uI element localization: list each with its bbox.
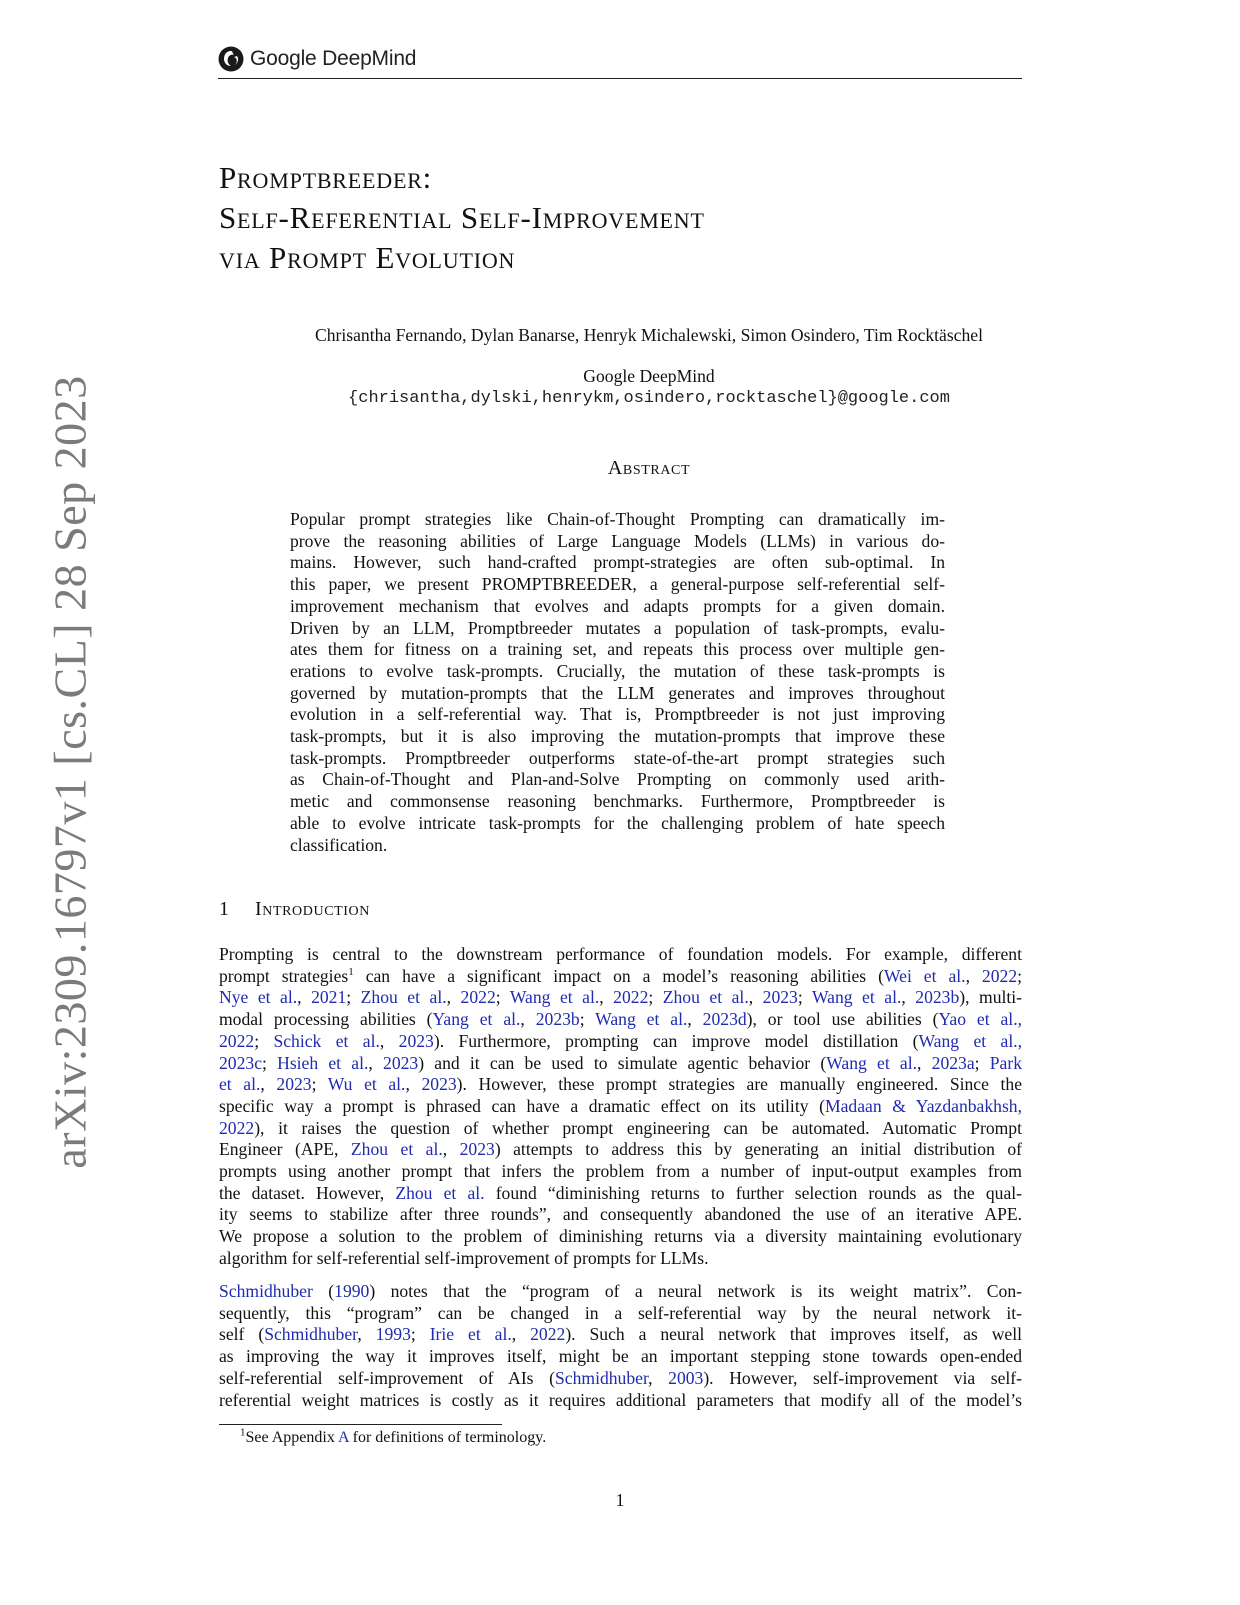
- section-title: Introduction: [255, 898, 370, 920]
- citation-link[interactable]: 2022: [981, 965, 1018, 986]
- citation-link[interactable]: Zhou et al.: [350, 1139, 443, 1160]
- citation-link[interactable]: Irie et al.: [429, 1324, 512, 1345]
- text-line: et al., 2023; Wu et al., 2023). However, these prompt strategies are manually engineered. Since the: [219, 1074, 1023, 1095]
- citation-link[interactable]: 2023b: [915, 987, 960, 1008]
- abstract-line: mains. However, such hand-crafted prompt-strategies are often sub-optimal. In: [290, 552, 945, 573]
- citation-link[interactable]: 2021: [311, 987, 347, 1008]
- text-line: referential weight matrices is costly as it requires additional parameters that modify all of the model’s: [219, 1389, 1022, 1410]
- citation-link[interactable]: et al.: [219, 1074, 261, 1095]
- citation-link[interactable]: 2023: [459, 1139, 495, 1160]
- citation-link[interactable]: 2023: [421, 1074, 457, 1095]
- citation-link[interactable]: 1993: [375, 1324, 411, 1345]
- citation-link[interactable]: 2023: [276, 1074, 312, 1095]
- appendix-link[interactable]: A: [337, 1429, 349, 1446]
- paper-title: [219, 158, 705, 278]
- text-line: specific way a prompt is phrased can have a dramatic effect on its utility (Madaan & Yazdanbakhsh,: [219, 1095, 1023, 1116]
- abstract-line: able to evolve intricate task-prompts for the challenging problem of hate speech: [290, 812, 945, 833]
- citation-link[interactable]: 2023: [762, 987, 798, 1008]
- abstract-line: classification.: [290, 834, 388, 855]
- text-line: the dataset. However, Zhou et al. found “diminishing returns to further selection rounds as the qual-: [219, 1182, 1022, 1203]
- text-line: modal processing abilities (Yang et al., 2023b; Wang et al., 2023d), or tool use abilities (Yao et al.,: [219, 1009, 1022, 1030]
- citation-link[interactable]: Schmidhuber: [264, 1324, 358, 1345]
- text-line: sequently, this “program” can be changed in a self-referential way by the neural network it-: [219, 1302, 1022, 1323]
- citation-link[interactable]: Nye et al.: [219, 987, 298, 1008]
- title-line: Promptbreeder:: [219, 160, 433, 195]
- citation-link[interactable]: Zhou et al.: [395, 1182, 485, 1203]
- text-line: self-referential self-improvement of AIs (Schmidhuber, 2003). However, self-improvement via self-: [219, 1367, 1023, 1388]
- text-line: 2022), it raises the question of whether prompt engineering can be automated. Automatic Prompt: [219, 1117, 1022, 1138]
- citation-link[interactable]: 2023b: [535, 1009, 580, 1030]
- abstract-line: governed by mutation-prompts that the LLM generates and improves throughout: [290, 682, 945, 703]
- citation-link[interactable]: 2023d: [702, 1009, 747, 1030]
- deepmind-logo-icon: [218, 46, 244, 72]
- text-line: ity seems to stabilize after three rounds”, and consequently abandoned the use of an iterative APE.: [219, 1204, 1022, 1225]
- citation-link[interactable]: Wang et al.,: [918, 1030, 1023, 1051]
- header-logo: [218, 46, 416, 72]
- citation-link[interactable]: 2022: [460, 987, 496, 1008]
- citation-link[interactable]: 2022: [219, 1030, 255, 1051]
- footnote-rule: [219, 1424, 502, 1425]
- abstract-line: task-prompts. Promptbreeder outperforms state-of-the-art prompt strategies such: [290, 747, 945, 768]
- citation-link[interactable]: Wang et al.: [811, 987, 902, 1008]
- citation-link[interactable]: Hsieh et al.: [277, 1052, 369, 1073]
- text-line: prompts using another prompt that infers the problem from a number of input-output examples from: [219, 1161, 1022, 1182]
- citation-link[interactable]: Yang et al.: [432, 1009, 521, 1030]
- text-line: Nye et al., 2021; Zhou et al., 2022; Wang et al., 2022; Zhou et al., 2023; Wang et al., 2023b), multi-: [219, 987, 1023, 1008]
- abstract-line: task-prompts, but it is also improving the mutation-prompts that improve these: [290, 726, 945, 747]
- text-line: Prompting is central to the downstream performance of foundation models. For example, different: [219, 944, 1022, 964]
- text-line: as improving the way it improves itself, might be an important stepping stone towards open-ended: [219, 1346, 1022, 1367]
- abstract-line: improvement mechanism that evolves and adapts prompts for a given domain.: [290, 595, 945, 616]
- citation-link[interactable]: 2023: [383, 1052, 419, 1073]
- citation-link[interactable]: 2022: [613, 987, 649, 1008]
- citation-link[interactable]: 1990: [334, 1281, 370, 1301]
- abstract-line: evolution in a self-referential way. That is, Promptbreeder is not just improving: [290, 704, 945, 725]
- citation-link[interactable]: Zhou et al.: [662, 987, 749, 1008]
- citation-link[interactable]: Wang et al.: [595, 1009, 688, 1030]
- text-line: Schmidhuber (1990) notes that the “program of a neural network is its weight matrix”. Con-: [219, 1281, 1022, 1301]
- footnote-marker[interactable]: 1: [348, 965, 354, 978]
- citation-link[interactable]: 2023: [398, 1030, 434, 1051]
- citation-link[interactable]: Zhou et al.: [360, 987, 447, 1008]
- abstract-line: as Chain-of-Thought and Plan-and-Solve Prompting on commonly used arith-: [290, 769, 945, 790]
- abstract-line: Driven by an LLM, Promptbreeder mutates a population of task-prompts, evalu-: [290, 617, 945, 638]
- citation-link[interactable]: Schmidhuber: [219, 1281, 313, 1301]
- citation-link[interactable]: Schmidhuber: [555, 1367, 649, 1388]
- text-line: self (Schmidhuber, 1993; Irie et al., 2022). Such a neural network that improves itself, as well: [219, 1324, 1022, 1345]
- logo-text: Google DeepMind: [250, 47, 417, 70]
- author-emails: {chrisantha,dylski,henrykm,osindero,rocktaschel}@google.com: [348, 389, 950, 408]
- text-line: algorithm for self-referential self-improvement of prompts for LLMs.: [219, 1247, 709, 1268]
- section-number: 1: [219, 898, 230, 920]
- abstract-heading: Abstract: [607, 457, 691, 479]
- arxiv-identifier: arXiv:2309.16797v1 [cs.CL] 28 Sep 2023: [44, 375, 96, 1169]
- intro-paragraph-2: [219, 1281, 1022, 1411]
- citation-link[interactable]: Yao et al.,: [938, 1009, 1022, 1030]
- citation-link[interactable]: 2022: [530, 1324, 566, 1345]
- text-line: Engineer (APE, Zhou et al., 2023) attempts to address this by generating an initial distribution of: [219, 1139, 1023, 1160]
- citation-link[interactable]: Wang et al.: [509, 987, 600, 1008]
- page-number: 1: [615, 1490, 625, 1510]
- affiliation: Google DeepMind: [583, 366, 715, 386]
- abstract-line: metic and commonsense reasoning benchmarks. Furthermore, Promptbreeder is: [290, 791, 945, 812]
- citation-link[interactable]: Schick et al.: [273, 1030, 380, 1051]
- abstract-line: erations to evolve task-prompts. Crucially, the mutation of these task-prompts is: [290, 660, 945, 681]
- footnote-number: 1: [240, 1426, 246, 1439]
- citation-link[interactable]: Wang et al.: [826, 1052, 918, 1073]
- citation-link[interactable]: 2022: [219, 1117, 255, 1138]
- author-list: Chrisantha Fernando, Dylan Banarse, Henryk Michalewski, Simon Osindero, Tim Rocktäschel: [315, 325, 983, 345]
- citation-link[interactable]: 2023a: [931, 1052, 975, 1073]
- abstract-line: ates them for fitness on a training set, and repeats this process over multiple gen-: [290, 639, 945, 660]
- footnote: $^1$See Appendix A for definitions of terminology.: [240, 1426, 547, 1446]
- text-line: prompt strategies$^1$ can have a significant impact on a model’s reasoning abilities (Wei et al., 2022;: [219, 965, 1022, 986]
- citation-link[interactable]: Wei et al.: [883, 965, 966, 986]
- citation-link[interactable]: 2003: [668, 1367, 704, 1388]
- intro-paragraph-1: [219, 944, 1022, 1270]
- citation-link[interactable]: Wu et al.: [327, 1074, 406, 1095]
- abstract-line: this paper, we present PROMPTBREEDER, a general-purpose self-referential self-: [290, 574, 945, 595]
- abstract-body: [290, 509, 945, 856]
- citation-link[interactable]: 2023c: [219, 1052, 262, 1073]
- abstract-line: Popular prompt strategies like Chain-of-Thought Prompting can dramatically im-: [290, 509, 945, 529]
- section-heading: [219, 898, 370, 921]
- citation-link[interactable]: Madaan & Yazdanbakhsh,: [824, 1095, 1023, 1116]
- title-line: Self-Referential Self-Improvement: [219, 200, 705, 235]
- text-line: 2023c; Hsieh et al., 2023) and it can be used to simulate agentic behavior (Wang et al., 2023a; Park: [219, 1052, 1022, 1073]
- text-line: We propose a solution to the problem of diminishing returns via a diversity maintaining evolutionary: [219, 1226, 1022, 1247]
- title-line: via Prompt Evolution: [219, 240, 516, 275]
- header-rule: [218, 78, 1022, 79]
- text-line: 2022; Schick et al., 2023). Furthermore, prompting can improve model distillation (Wang et al.,: [219, 1030, 1023, 1051]
- citation-link[interactable]: Park: [989, 1052, 1022, 1073]
- abstract-line: prove the reasoning abilities of Large Language Models (LLMs) in various do-: [290, 530, 945, 551]
